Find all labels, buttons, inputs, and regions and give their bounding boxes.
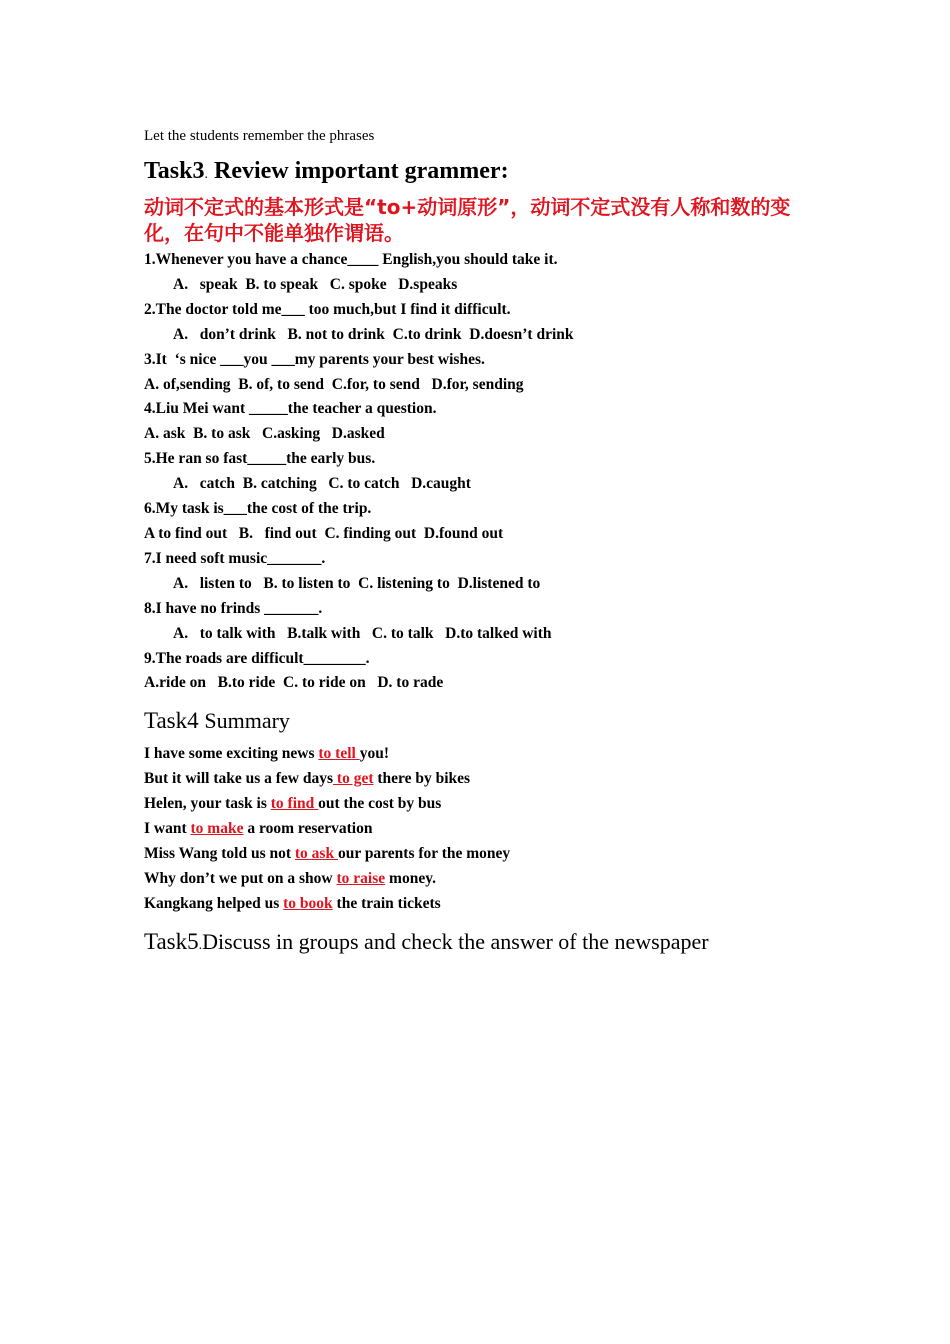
summary-text-after: you! [359,745,389,763]
question-text: 9.The roads are difficult________. [144,649,370,667]
question-text: 5.He ran so fast_____the early bus. [144,450,376,468]
summary-line [144,767,824,792]
summary-line [144,842,824,867]
task3-dot: . [204,167,208,182]
question-text: 4.Liu Mei want _____the teacher a question. [144,400,437,418]
task3-heading [144,156,824,190]
summary-text-after: the train tickets [332,894,441,912]
summary-answer: to make [190,820,244,838]
task4-heading [144,706,824,736]
summary-answer: to ask [294,844,338,862]
question-text: 8.I have no frinds _______. [144,599,323,617]
summary-text-before: I have some exciting news [144,745,319,763]
summary-line [144,817,824,842]
task4-title: Summary [204,708,290,734]
question-text: 3.It ‘s nice ___you ___my parents your best wishes. [144,350,485,368]
summary-line [144,742,824,767]
question-options: A. listen to B. to listen to C. listening to D.listened to [173,574,541,592]
summary-text-after: our parents for the money [337,844,511,862]
question-list [144,248,824,696]
question-options: A. of,sending B. of, to send C.for, to send D.for, sending [144,375,524,393]
task3-label: Task3 [144,158,205,184]
question-options: A.ride on B.to ride C. to ride on D. to rade [144,674,444,692]
summary-line [144,867,824,892]
question-text: 7.I need soft music_______. [144,549,326,567]
summary-answer: to get [333,770,374,788]
task5-label: Task5 [144,928,199,954]
grammar-rule: 动词不定式的基本形式是“to+动词原形”，动词不定式没有人称和数的变化，在句中不能单独作谓语。 [144,195,791,245]
summary-list [144,742,824,916]
summary-line [144,792,824,817]
question-text: 6.My task is___the cost of the trip. [144,500,372,518]
summary-text-before: But it will take us a few days [144,770,334,788]
summary-answer: to find [270,795,319,813]
task4-label: Task4 [144,708,199,734]
summary-text-before: Kangkang helped us [144,894,284,912]
summary-answer: to raise [336,869,386,887]
question-options: A to find out B. find out C. finding out D.found out [144,524,504,542]
question-options: A. don’t drink B. not to drink C.to drink D.doesn’t drink [173,325,574,343]
task5-title: Discuss in groups and check the answer of the newspaper [202,928,709,954]
task5-dot: . [198,937,203,953]
question-options: A. to talk with B.talk with C. to talk D.to talked with [173,624,552,642]
question-options: A. catch B. catching C. to catch D.caught [173,475,471,493]
summary-text-after: out the cost by bus [318,795,442,813]
question-options: A. speak B. to speak C. spoke D.speaks [173,275,458,293]
summary-text-after: money. [385,869,436,887]
summary-text-before: I want [144,820,191,838]
task3-title: Review important grammer: [208,158,509,184]
summary-text-after: a room reservation [243,820,373,838]
summary-text-before: Why don’t we put on a show [144,869,337,887]
summary-line [144,892,824,917]
question-text: 2.The doctor told me___ too much,but I find it difficult. [144,300,511,318]
summary-answer: to tell [318,745,360,763]
question-text: 1.Whenever you have a chance____ English,you should take it. [144,251,558,268]
summary-text-before: Miss Wang told us not [144,844,295,862]
task5-heading [144,927,824,961]
question-options: A. ask B. to ask C.asking D.asked [144,425,385,443]
document-page [144,124,824,961]
summary-answer: to book [283,894,333,912]
intro-text: Let the students remember the phrases [144,128,375,144]
summary-text-before: Helen, your task is [144,795,271,813]
summary-text-after: there by bikes [373,770,471,788]
